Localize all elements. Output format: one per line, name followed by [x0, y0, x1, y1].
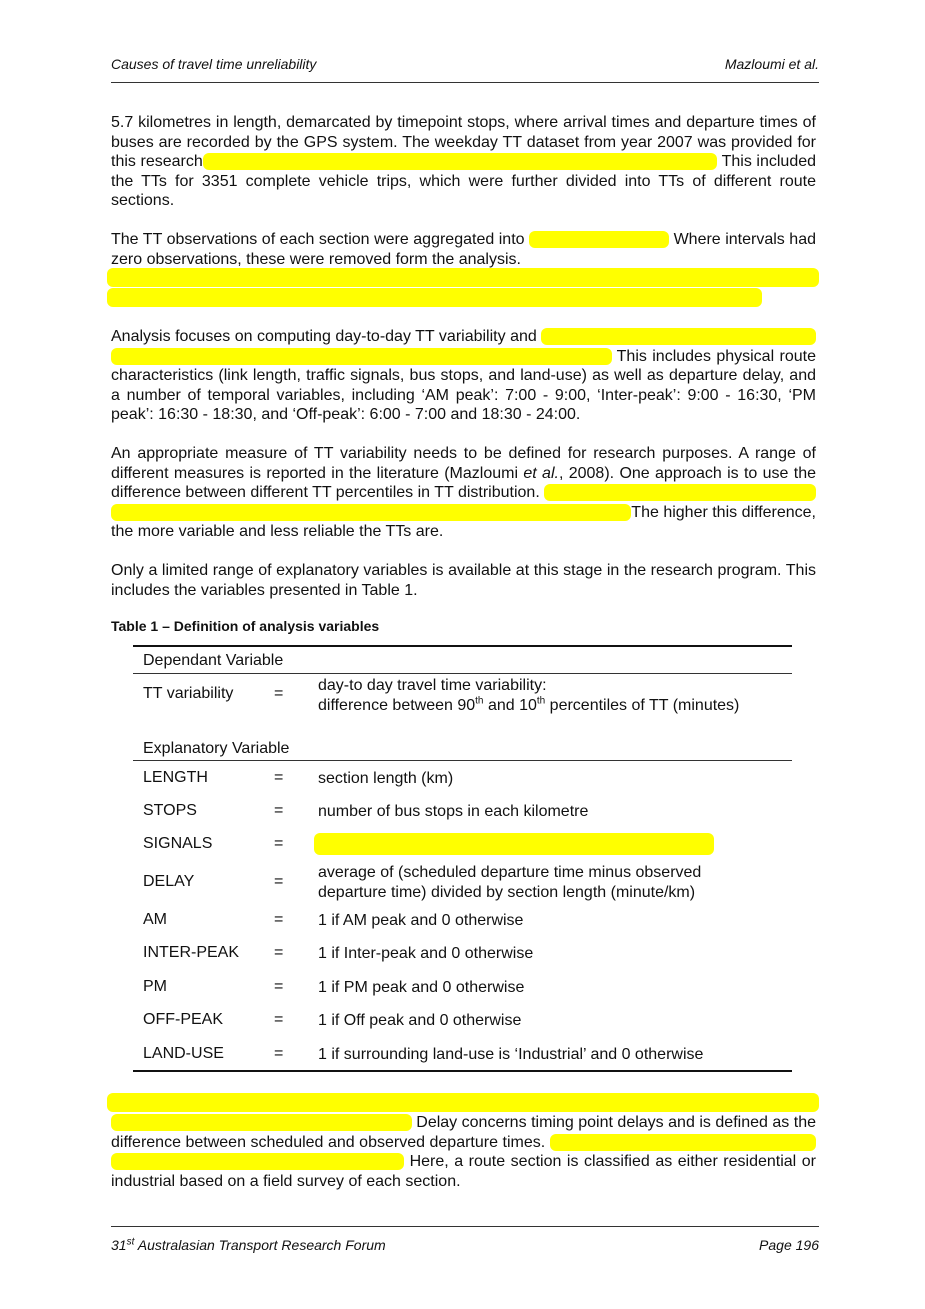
var-def-line2b: and 10: [483, 696, 537, 714]
table-top-rule: [133, 645, 792, 647]
var-eq: =: [274, 1011, 284, 1028]
footer-conference: [111, 1237, 386, 1253]
p1-text-a: 5.7 kilometres in length, demarcated by timepoint stops, where arrival times and departure times of buses are recorded by the GPS system. The weekday TT dataset from year 2007 was provided for this research: [111, 114, 816, 171]
var-def: number of bus stops in each kilometre: [318, 803, 589, 820]
footer-ordinal: 31: [111, 1237, 127, 1253]
p4-text-b: , 2008). One approach is to use the difference between different TT percentiles in TT distribution.: [111, 464, 817, 502]
running-header: [111, 56, 819, 72]
footer-rule: [111, 1226, 819, 1227]
var-def: 1 if AM peak and 0 otherwise: [318, 912, 524, 929]
paragraph-2: [111, 230, 816, 269]
header-title: Causes of travel time unreliability: [111, 56, 317, 72]
var-name: INTER-PEAK: [143, 944, 240, 961]
var-eq: =: [274, 802, 284, 819]
var-def: 1 if PM peak and 0 otherwise: [318, 979, 525, 996]
var-def: 1 if Inter-peak and 0 otherwise: [318, 945, 534, 962]
paragraph-6: [111, 1113, 816, 1191]
var-name: STOPS: [143, 802, 197, 819]
var-eq: =: [274, 769, 284, 786]
var-eq: =: [274, 944, 284, 961]
redaction-highlight: [203, 153, 718, 170]
redaction-highlight: [107, 1093, 819, 1112]
paragraph-4: [111, 444, 816, 542]
var-name: DELAY: [143, 873, 195, 890]
p4-text-a: An appropriate measure of TT variability needs to be defined for research purposes. A range of different measures is reported in the literature (Mazloumi: [111, 445, 816, 482]
var-eq: =: [274, 873, 284, 890]
superscript-th-2: th: [536, 695, 546, 707]
dependent-header: Dependant Variable: [143, 652, 284, 669]
p2-text-a: The TT observations of each section were aggregated into: [111, 231, 525, 248]
paragraph-3: [111, 327, 816, 425]
table-rule: [133, 760, 792, 761]
p4-text-c: The higher this difference, the more variable and less reliable the TTs are.: [111, 503, 817, 541]
explanatory-header: Explanatory Variable: [143, 740, 290, 757]
var-def-line2c: percentiles of TT (minutes): [545, 696, 740, 714]
running-footer: [111, 1237, 819, 1253]
paragraph-1: [111, 113, 816, 211]
var-name: SIGNALS: [143, 835, 213, 852]
var-def: 1 if surrounding land-use is ‘Industrial’ and 0 otherwise: [318, 1046, 704, 1063]
var-eq: =: [274, 978, 284, 995]
var-def: section length (km): [318, 770, 454, 787]
var-eq: =: [274, 685, 284, 702]
redaction-highlight: [107, 288, 762, 307]
p4-et-al: et al.: [523, 464, 559, 482]
p6-text-b: Here, a route section is classified as either residential or industrial based on a field survey of each section.: [111, 1153, 816, 1190]
var-def-line1: average of (scheduled departure time minus observed: [318, 864, 702, 881]
p1-text-b: This included the TTs for 3351 complete vehicle trips, which were further divided into TTs of different route sections.: [111, 153, 817, 210]
page-number: Page 196: [759, 1237, 819, 1253]
table-bottom-rule: [133, 1070, 792, 1072]
var-name: LENGTH: [143, 769, 208, 786]
var-eq: =: [274, 911, 284, 928]
var-def: [318, 863, 701, 902]
var-def: 1 if Off peak and 0 otherwise: [318, 1012, 522, 1029]
header-rule: [111, 82, 819, 83]
footer-forum-name: Australasian Transport Research Forum: [134, 1237, 386, 1253]
var-eq: =: [274, 835, 284, 852]
var-def-line2: departure time) divided by section length (minute/km): [318, 883, 696, 901]
table-caption: Table 1 – Definition of analysis variables: [111, 618, 380, 634]
var-name: TT variability: [143, 685, 234, 702]
var-def-line1: day-to day travel time variability:: [318, 677, 547, 694]
var-def: [318, 676, 739, 715]
var-name: OFF-PEAK: [143, 1011, 224, 1028]
table-rule: [133, 673, 792, 674]
redaction-highlight: [314, 833, 714, 855]
p3-text-b: This includes physical route characteristics (link length, traffic signals, bus stops, and land-use) as well as departure delay, and a number of temporal variables, including ‘AM peak’: 7:00 - 9:00, ‘Inter-peak’: 9:00 - 16:30, ‘PM peak’: 16:30 - 18:30, and ‘Off-peak’: 6:00 - 7:00 and 18:30 - 24:00.: [111, 347, 816, 424]
var-name: LAND-USE: [143, 1045, 224, 1062]
paragraph-5: Only a limited range of explanatory variables is available at this stage in the research program. This includes the variables presented in Table 1.: [111, 562, 816, 599]
p3-text-a: Analysis focuses on computing day-to-day TT variability and: [111, 328, 537, 345]
header-authors: Mazloumi et al.: [724, 56, 819, 72]
p6-text-a: Delay concerns timing point delays and is defined as the difference between scheduled and observed departure times.: [111, 1114, 817, 1151]
var-def-line2a: difference between 90: [318, 696, 476, 714]
redaction-highlight: [111, 1114, 412, 1131]
var-eq: =: [274, 1045, 284, 1062]
redaction-highlight: [107, 268, 819, 287]
var-name: AM: [143, 911, 167, 928]
footer-ordinal-suffix: st: [126, 1236, 135, 1248]
redaction-highlight: [529, 231, 669, 248]
superscript-th-1: th: [475, 695, 484, 707]
var-name: PM: [143, 978, 167, 995]
p2-text-b: Where intervals had zero observations, these were removed form the analysis.: [111, 231, 816, 268]
